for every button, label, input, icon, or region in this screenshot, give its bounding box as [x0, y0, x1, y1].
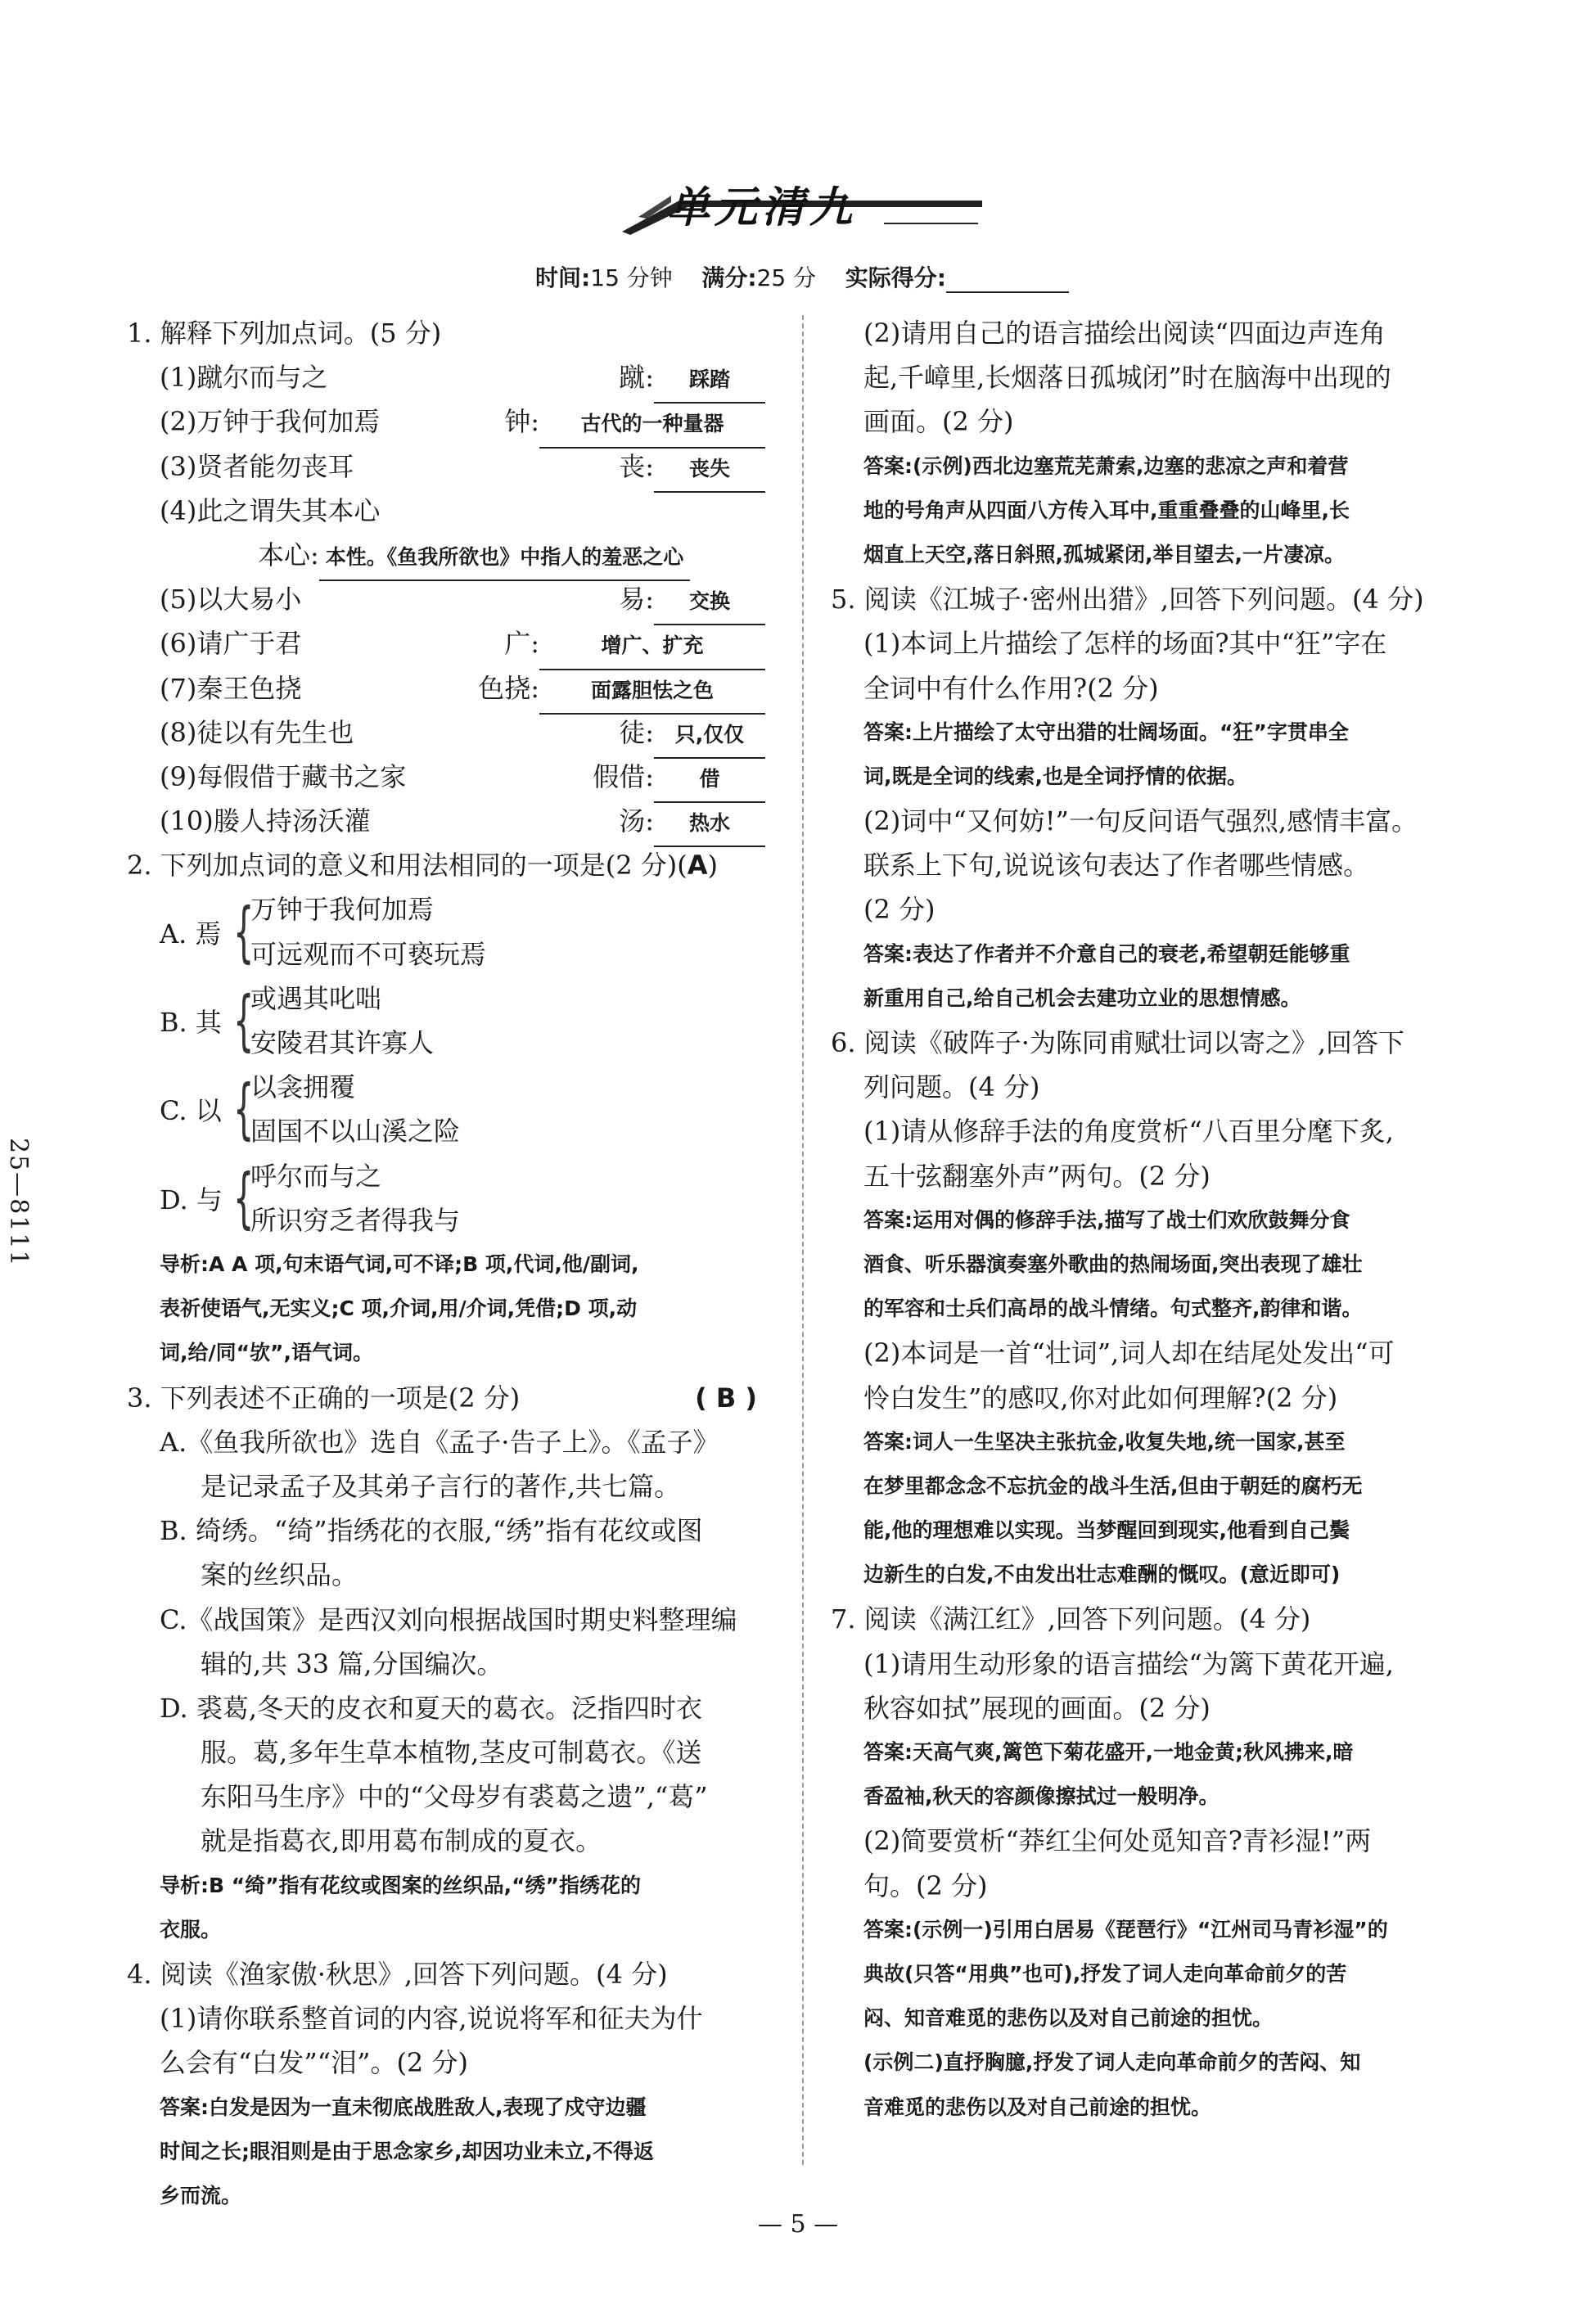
unit-title — [622, 168, 982, 241]
q7-answer2: 典故(只答“用典”也可),抒发了词人走向革命前夕的苦 — [863, 1961, 1347, 1986]
q1-item: (10)媵人持汤沃灌 汤: 热水 — [127, 799, 773, 843]
q4-sub2: (2)请用自己的语言描绘出阅读“四面边声连角 — [863, 318, 1386, 349]
q7-stem: 7. 阅读《满江红》,回答下列问题。(4 分) — [831, 1603, 1311, 1635]
q2-analysis: 词,给/同“欤”,语气词。 — [160, 1341, 373, 1365]
answer-blank[interactable]: 踩踏 — [654, 358, 765, 404]
q3-line: 就是指葛衣,即用葛布制成的夏衣。 — [201, 1825, 602, 1857]
q3-answer: ( B ) — [695, 1382, 757, 1414]
q5-answer1: 词,既是全词的线索,也是全词抒情的依据。 — [863, 764, 1247, 788]
q3-line: D. 裘葛,冬天的皮衣和夏天的葛衣。泛指四时衣 — [160, 1692, 703, 1724]
q5-sub2: 联系上下句,说说该句表达了作者哪些情感。 — [863, 850, 1370, 882]
q1-item-answer-line: 本心: 本性。《鱼我所欲也》中指人的羞恶之心 — [127, 533, 773, 577]
q6-answer2: 边新生的白发,不由发出壮志难酬的慨叹。(意近即可) — [863, 1563, 1341, 1587]
q7-answer1: 答案:天高气爽,篱笆下菊花盛开,一地金黄;秋风拂来,暗 — [863, 1740, 1354, 1764]
q2-option-c: C. 以 { 以衾拥覆 固国不以山溪之险 — [160, 1071, 461, 1148]
answer-blank[interactable]: 热水 — [654, 801, 765, 847]
q5-sub2: (2)词中“又何妨!”一句反问语气强烈,感情丰富。 — [863, 805, 1418, 837]
q1-item: (6)请广于君 广: 增广、扩充 — [127, 621, 773, 665]
q3-line: C.《战国策》是西汉刘向根据战国时期史料整理编 — [160, 1603, 737, 1635]
q2-option-d: D. 与 { 呼尔而与之 所识穷乏者得我与 — [160, 1159, 461, 1236]
q1-item: (1)蹴尔而与之 蹴: 踩踏 — [127, 355, 773, 399]
q1-item: (2)万钟于我何加焉 钟: 古代的一种量器 — [127, 399, 773, 444]
q4-answer2: 答案:(示例)西北边塞荒芜萧索,边塞的悲凉之声和着营 — [863, 453, 1349, 478]
q3-line: 服。葛,多年生草本植物,茎皮可制葛衣。《送 — [201, 1737, 702, 1769]
q4-sub1: (1)请你联系整首词的内容,说说将军和征夫为什 — [160, 2003, 703, 2035]
q2-analysis: 表祈使语气,无实义;C 项,介词,用/介词,凭借;D 项,动 — [160, 1297, 638, 1321]
q6-answer1: 的军容和士兵们高昂的战斗情绪。句式整齐,韵律和谐。 — [863, 1297, 1363, 1321]
left-column — [127, 311, 773, 2218]
q7-answer2: 闷、知音难觅的悲伤以及对自己前途的担忧。 — [863, 2006, 1274, 2031]
q7-sub1: 秋容如拭”展现的画面。(2 分) — [863, 1692, 1211, 1724]
q3-line: 是记录孟子及其弟子言行的著作,共七篇。 — [201, 1470, 681, 1502]
q7-answer2: 音难觅的悲伤以及对自己前途的担忧。 — [863, 2095, 1212, 2119]
q5-answer2: 答案:表达了作者并不介意自己的衰老,希望朝廷能够重 — [863, 941, 1350, 966]
q6-sub1: 五十弦翻塞外声”两句。(2 分) — [863, 1160, 1211, 1192]
q1-item: (9)每假借于藏书之家 假借: 借 — [127, 755, 773, 799]
column-divider — [802, 315, 804, 2165]
answer-blank[interactable]: 古代的一种量器 — [539, 402, 765, 448]
time-value: 15 分钟 — [590, 264, 673, 291]
q5-answer1: 答案:上片描绘了太守出猎的壮阔场面。“狂”字贯串全 — [863, 719, 1349, 744]
answer-blank[interactable]: 丧失 — [654, 447, 765, 493]
q1-item: (8)徒以有先生也 徒: 只,仅仅 — [127, 710, 773, 755]
q7-answer1: 香盈袖,秋天的容颜像擦拭过一般明净。 — [863, 1784, 1220, 1809]
q3-line: 辑的,共 33 篇,分国编次。 — [201, 1648, 503, 1680]
answer-blank[interactable]: 本性。《鱼我所欲也》中指人的羞恶之心 — [319, 535, 691, 581]
side-code: 25—8111 — [4, 1138, 33, 1268]
actual-score-blank[interactable] — [946, 270, 1069, 293]
score-label: 满分: — [701, 264, 757, 291]
q1-item: (3)贤者能勿丧耳 丧: 丧失 — [127, 444, 773, 489]
answer-blank[interactable]: 面露胆怯之色 — [539, 669, 765, 715]
q6-stem: 列问题。(4 分) — [863, 1071, 1040, 1103]
q3-line: 东阳马生序》中的“父母岁有裘葛之遗”,“葛” — [201, 1781, 708, 1813]
page-title: 单元清九 — [667, 183, 858, 232]
q5-sub2: (2 分) — [863, 894, 936, 926]
q6-answer2: 答案:词人一生坚决主张抗金,收复失地,统一国家,甚至 — [863, 1429, 1346, 1454]
actual-score-label: 实际得分: — [845, 264, 946, 291]
q4-sub2: 起,千嶂里,长烟落日孤城闭”时在脑海中出现的 — [863, 362, 1391, 394]
q1-stem: 1. 解释下列加点词。(5 分) — [127, 318, 442, 349]
answer-blank[interactable]: 借 — [654, 757, 765, 803]
q5-answer2: 新重用自己,给自己机会去建功立业的思想情感。 — [863, 985, 1301, 1010]
answer-blank[interactable]: 只,仅仅 — [654, 713, 765, 759]
q5-sub1: (1)本词上片描绘了怎样的场面?其中“狂”字在 — [863, 628, 1387, 660]
q4-answer2: 烟直上天空,落日斜照,孤城紧闭,举目望去,一片凄凉。 — [863, 542, 1345, 566]
q7-sub1: (1)请用生动形象的语言描绘“为篱下黄花开遍, — [863, 1648, 1394, 1680]
q4-answer1: 时间之长;眼泪则是由于思念家乡,却因功业未立,不得返 — [160, 2139, 654, 2163]
q4-stem: 4. 阅读《渔家傲·秋思》,回答下列问题。(4 分) — [127, 1959, 668, 1990]
q6-answer1: 酒食、听乐器演奏塞外歌曲的热闹场面,突出表现了雄壮 — [863, 1251, 1363, 1276]
q3-line: B. 绮绣。“绮”指绣花的衣服,“绣”指有花纹或图 — [160, 1515, 703, 1547]
q7-sub2: 句。(2 分) — [863, 1869, 988, 1901]
q6-answer2: 能,他的理想难以实现。当梦醒回到现实,他看到自己鬓 — [863, 1518, 1350, 1543]
q3-stem: 3. 下列表述不正确的一项是(2 分) ( B ) — [127, 1376, 773, 1420]
q2-option-a: A. 焉 { 万钟于我何加焉 可远观而不可亵玩焉 — [160, 893, 487, 970]
right-column — [831, 311, 1477, 2130]
q4-answer1: 乡而流。 — [160, 2183, 242, 2208]
q6-answer2: 在梦里都念念不忘抗金的战斗生活,但由于朝廷的腐朽无 — [863, 1473, 1363, 1498]
q6-sub2: (2)本词是一首“壮词”,词人却在结尾处发出“可 — [863, 1337, 1395, 1369]
q3-line: 案的丝织品。 — [201, 1559, 358, 1591]
q2-option-b: B. 其 { 或遇其叱咄 安陵君其许寡人 — [160, 982, 435, 1059]
q2-answer: A — [687, 850, 708, 882]
q1-item: (7)秦王色挠 色挠: 面露胆怯之色 — [127, 666, 773, 710]
page-number: — 5 — — [757, 2210, 839, 2239]
q7-answer2: (示例二)直抒胸臆,抒发了词人走向革命前夕的苦闷、知 — [863, 2050, 1361, 2075]
q4-sub1: 么会有“白发”“泪”。(2 分) — [160, 2047, 468, 2079]
answer-blank[interactable]: 交换 — [654, 580, 765, 625]
q7-answer2: 答案:(示例一)引用白居易《琵琶行》“江州司马青衫湿”的 — [863, 1917, 1388, 1941]
q3-line: A.《鱼我所欲也》选自《孟子·告子上》。《孟子》 — [160, 1426, 719, 1458]
q6-sub2: 怜白发生”的感叹,你对此如何理解?(2 分) — [863, 1382, 1338, 1414]
exam-meta — [458, 260, 1146, 293]
q6-stem: 6. 阅读《破阵子·为陈同甫赋壮词以寄之》,回答下 — [831, 1027, 1405, 1058]
score-value: 25 分 — [756, 264, 817, 291]
q3-analysis: 衣服。 — [160, 1917, 222, 1941]
q4-answer2: 地的号角声从四面八方传入耳中,重重叠叠的山峰里,长 — [863, 498, 1350, 522]
time-label: 时间: — [535, 264, 591, 291]
q1-item: (5)以大易小 易: 交换 — [127, 577, 773, 621]
q1-item: (4)此之谓失其本心 — [160, 494, 381, 526]
q2-analysis: 导析:A A 项,句末语气词,可不译;B 项,代词,他/副词, — [160, 1252, 639, 1276]
q2-stem: 2. 下列加点词的意义和用法相同的一项是(2 分)(A) — [127, 850, 718, 882]
q6-answer1: 答案:运用对偶的修辞手法,描写了战士们欢欣鼓舞分食 — [863, 1207, 1350, 1232]
q4-answer1: 答案:白发是因为一直未彻底战胜敌人,表现了戍守边疆 — [160, 2095, 647, 2119]
q4-sub2: 画面。(2 分) — [863, 406, 1014, 438]
q5-stem: 5. 阅读《江城子·密州出猎》,回答下列问题。(4 分) — [831, 584, 1424, 616]
q3-analysis: 导析:B “绮”指有花纹或图案的丝织品,“绣”指绣花的 — [160, 1873, 641, 1897]
q5-sub1: 全词中有什么作用?(2 分) — [863, 672, 1159, 704]
q7-sub2: (2)简要赏析“莽红尘何处觅知音?青衫湿!”两 — [863, 1825, 1372, 1857]
answer-blank[interactable]: 增广、扩充 — [539, 624, 765, 670]
q6-sub1: (1)请从修辞手法的角度赏析“八百里分麾下炙, — [863, 1116, 1394, 1148]
